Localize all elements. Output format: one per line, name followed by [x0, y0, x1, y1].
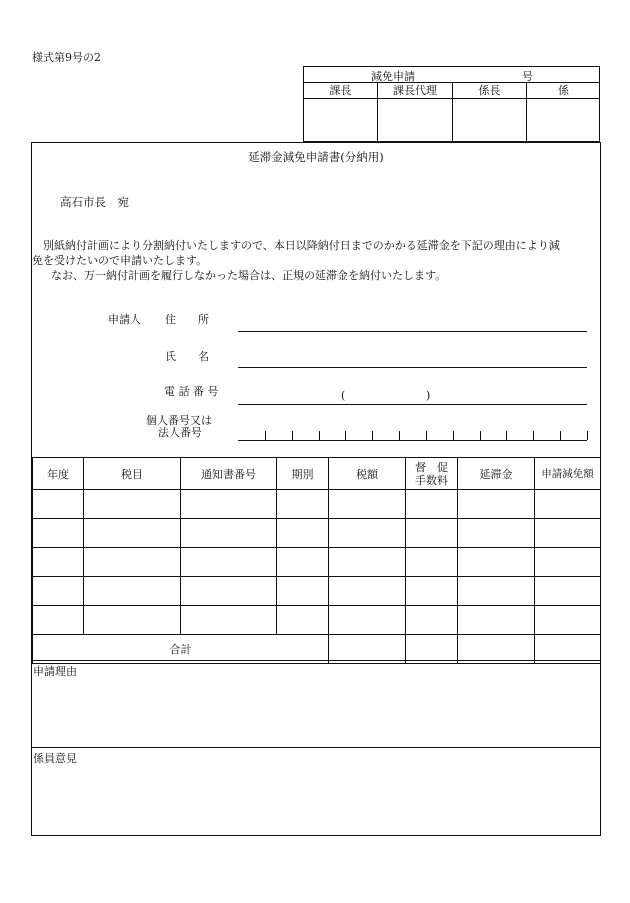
table-cell[interactable] — [84, 490, 181, 519]
phone-field[interactable] — [238, 404, 587, 405]
table-cell[interactable] — [406, 490, 458, 519]
approval-number-label: 号 — [522, 70, 533, 83]
table-row — [33, 577, 601, 606]
col-header-notice-number: 通知書番号 — [181, 458, 277, 490]
table-cell[interactable] — [277, 606, 329, 635]
table-cell[interactable] — [535, 519, 601, 548]
col-header-year: 年度 — [33, 458, 84, 490]
name-label: 氏 名 — [165, 350, 209, 363]
table-cell[interactable] — [458, 577, 535, 606]
id-digit-separator — [506, 431, 507, 440]
form-number: 様式第9号の2 — [32, 51, 101, 64]
col-header-reduction-amount: 申請減免額 — [535, 458, 601, 490]
body-line: 免を受けたいので申請いたします。 — [32, 254, 208, 267]
addressee: 高石市長 宛 — [60, 195, 129, 209]
table-row — [33, 548, 601, 577]
body-text — [32, 238, 598, 283]
phone-paren-open: ( — [341, 389, 346, 402]
id-digit-separator — [480, 431, 481, 440]
approval-stamp-cell[interactable] — [453, 99, 527, 141]
approval-head-kakari: 係 — [527, 83, 600, 99]
table-cell[interactable] — [277, 519, 329, 548]
phone-paren-close: ) — [426, 389, 431, 402]
table-cell[interactable] — [406, 548, 458, 577]
id-digit-separator — [560, 431, 561, 440]
table-cell[interactable] — [458, 606, 535, 635]
table-cell[interactable] — [535, 606, 601, 635]
name-field[interactable] — [238, 367, 587, 368]
table-cell[interactable] — [84, 577, 181, 606]
col-header-reminder-fee: 督 促 手数料 — [406, 458, 458, 490]
table-cell[interactable] — [535, 490, 601, 519]
approval-stamp-cell[interactable] — [378, 99, 453, 141]
table-cell[interactable] — [84, 548, 181, 577]
id-number-field[interactable] — [238, 440, 587, 441]
table-cell[interactable] — [181, 519, 277, 548]
table-cell[interactable] — [33, 606, 84, 635]
id-digit-separator — [265, 431, 266, 440]
table-cell[interactable] — [181, 548, 277, 577]
tax-table — [32, 457, 601, 664]
table-cell[interactable] — [33, 577, 84, 606]
table-cell[interactable] — [277, 490, 329, 519]
col-header-tax-item: 税目 — [84, 458, 181, 490]
table-cell[interactable] — [329, 577, 406, 606]
reason-section[interactable] — [31, 660, 601, 748]
id-number-label-line: 法人番号 — [158, 426, 202, 439]
id-digit-separator — [399, 431, 400, 440]
table-cell[interactable] — [535, 548, 601, 577]
table-cell[interactable] — [277, 548, 329, 577]
table-cell[interactable] — [406, 519, 458, 548]
id-digit-separator — [533, 431, 534, 440]
table-cell[interactable] — [33, 548, 84, 577]
table-row — [33, 606, 601, 635]
approval-title: 減免申請 — [371, 70, 415, 83]
table-cell[interactable] — [84, 519, 181, 548]
id-number-label — [146, 415, 212, 439]
table-cell[interactable] — [458, 519, 535, 548]
staff-opinion-section[interactable] — [31, 747, 601, 836]
id-digit-separator — [345, 431, 346, 440]
reason-label: 申請理由 — [33, 665, 77, 678]
table-cell[interactable] — [181, 490, 277, 519]
table-cell[interactable] — [84, 606, 181, 635]
id-number-label-line: 個人番号又は — [146, 414, 212, 427]
body-line: なお、万一納付計画を履行しなかった場合は、正規の延滞金を納付いたします。 — [40, 269, 447, 282]
table-cell[interactable] — [406, 606, 458, 635]
table-cell[interactable] — [33, 519, 84, 548]
table-cell[interactable] — [458, 490, 535, 519]
approval-title-row — [304, 67, 599, 83]
body-line: 別紙納付計画により分割納付いたしますので、本日以降納付日までのかかる延滞金を下記の理由により減 — [32, 239, 560, 252]
id-digit-separator — [319, 431, 320, 440]
applicant-label: 申請人 — [108, 313, 141, 326]
form-title: 延滞金減免申請書(分納用) — [248, 150, 384, 164]
table-row — [33, 490, 601, 519]
id-digit-separator — [292, 431, 293, 440]
approval-stamp-cell[interactable] — [527, 99, 600, 141]
approval-head-kacho-dairi: 課長代理 — [378, 83, 453, 99]
address-field[interactable] — [238, 331, 587, 332]
table-cell[interactable] — [181, 577, 277, 606]
approval-box — [303, 66, 600, 142]
table-cell[interactable] — [458, 548, 535, 577]
table-cell[interactable] — [181, 606, 277, 635]
approval-head-kakaricho: 係長 — [453, 83, 527, 99]
total-label: 合計 — [33, 635, 329, 664]
col-header-period: 期別 — [277, 458, 329, 490]
table-cell[interactable] — [535, 577, 601, 606]
table-row — [33, 519, 601, 548]
col-header-tax-amount: 税額 — [329, 458, 406, 490]
table-cell[interactable] — [329, 490, 406, 519]
approval-stamp-cell[interactable] — [304, 99, 378, 141]
table-cell[interactable] — [329, 606, 406, 635]
table-cell[interactable] — [329, 519, 406, 548]
approval-head-kacho: 課長 — [304, 83, 378, 99]
table-cell[interactable] — [329, 548, 406, 577]
id-digit-separator — [587, 431, 588, 440]
table-cell[interactable] — [406, 577, 458, 606]
id-digit-separator — [372, 431, 373, 440]
col-header-late-charge: 延滞金 — [458, 458, 535, 490]
table-cell[interactable] — [33, 490, 84, 519]
table-cell[interactable] — [277, 577, 329, 606]
address-label: 住 所 — [165, 313, 209, 326]
phone-label: 電 話 番 号 — [164, 385, 219, 398]
id-digit-separator — [426, 431, 427, 440]
table-header-row — [33, 458, 601, 490]
id-digit-separator — [453, 431, 454, 440]
staff-opinion-label: 係員意見 — [33, 752, 77, 765]
